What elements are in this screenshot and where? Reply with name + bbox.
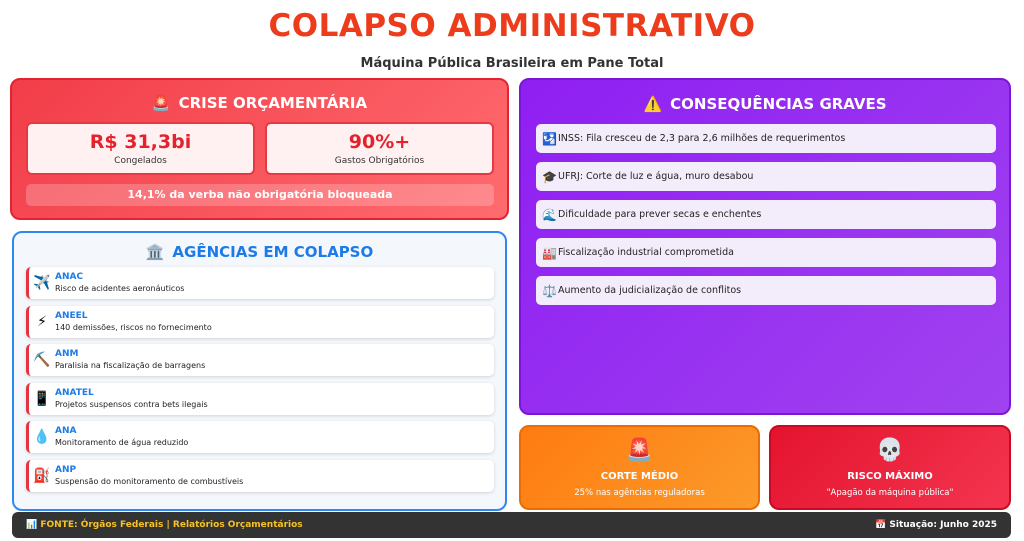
stat-value: R$ 31,3bi [89, 131, 192, 153]
agency-desc: Paralisia na fiscalização de barragens [55, 361, 206, 371]
stat-label: Gastos Obrigatórios [334, 156, 425, 166]
agency-item-anm [26, 344, 494, 376]
card-desc: 25% nas agências reguladoras [574, 488, 705, 498]
lightning-icon: ⚡ [37, 313, 47, 330]
max-risk-card [769, 425, 1011, 510]
agency-desc: Projetos suspensos contra bets ilegais [55, 399, 208, 409]
card-title: CORTE MÉDIO [600, 471, 679, 482]
stat-value: 90%+ [348, 131, 411, 153]
average-cut-card [519, 425, 760, 510]
agency-desc: 140 demissões, riscos no fornecimento [55, 322, 212, 332]
agency-item-aneel [26, 306, 494, 338]
agency-item-anp [26, 460, 494, 492]
consequence-text: Fiscalização industrial comprometida [558, 247, 734, 258]
agency-name: ANATEL [55, 387, 94, 398]
agency-item-anac [26, 267, 494, 299]
card-title: RISCO MÁXIMO [847, 471, 933, 482]
agency-desc: Suspensão do monitoramento de combustíveis [55, 476, 244, 486]
agency-name: ANP [55, 464, 77, 475]
footer-bar [12, 512, 1011, 538]
siren-icon: 🚨 [625, 438, 654, 463]
agency-name: ANAC [55, 272, 84, 282]
agency-desc: Risco de acidentes aeronáuticos [55, 284, 185, 293]
airplane-icon: ✈️ [33, 275, 51, 291]
pickaxe-icon: ⛏️ [33, 352, 51, 369]
agency-item-anatel [26, 383, 494, 415]
consequence-item [536, 162, 996, 191]
water-drop-icon: 💧 [33, 429, 51, 446]
agency-item-ana [26, 421, 494, 453]
consequence-item [536, 200, 996, 229]
bar-chart-icon: 📊 [26, 520, 38, 530]
agency-desc: Monitoramento de água reduzido [55, 438, 189, 448]
blocked-budget-banner: 14,1% da verba não obrigatória bloqueada [26, 184, 494, 206]
calendar-icon: 📅 [875, 520, 887, 530]
balance-scale-icon: ⚖️ [542, 283, 557, 298]
classical-building-icon: 🏛️ [145, 243, 165, 261]
agency-name: ANM [55, 349, 79, 360]
mobile-phone-icon: 📱 [33, 390, 51, 407]
consequences-title: CONSEQUÊNCIAS GRAVES [670, 95, 887, 113]
agencies-title: AGÊNCIAS EM COLAPSO [172, 243, 374, 261]
agencies-heading [14, 243, 505, 261]
stat-label: Congelados [114, 156, 167, 166]
consequence-item [536, 276, 996, 305]
graduation-cap-icon: 🎓 [542, 169, 557, 184]
budget-crisis-title: CRISE ORÇAMENTÁRIA [178, 94, 368, 112]
factory-icon: 🏭 [542, 245, 557, 260]
page-title: COLAPSO ADMINISTRATIVO [268, 8, 756, 44]
consequence-text: INSS: Fila cresceu de 2,3 para 2,6 milhões de requerimentos [558, 133, 846, 144]
agencies-panel [12, 231, 507, 511]
consequence-text: Dificuldade para prever secas e enchentes [558, 209, 762, 220]
budget-crisis-heading [12, 94, 507, 112]
consequence-item [536, 238, 996, 267]
siren-icon: 🚨 [151, 94, 171, 112]
consequence-text: UFRJ: Corte de luz e água, muro desabou [558, 171, 754, 182]
agency-name: ANEEL [55, 310, 88, 321]
stat-card-frozen [26, 122, 255, 175]
source-text: FONTE: Órgãos Federais | Relatórios Orçamentários [40, 520, 303, 530]
card-desc: "Apagão da máquina pública" [826, 488, 954, 498]
footer-situation [875, 520, 997, 530]
consequence-item [536, 124, 996, 153]
situation-text: Situação: Junho 2025 [889, 520, 997, 530]
water-wave-icon: 🌊 [542, 207, 557, 222]
consequences-panel [519, 78, 1011, 415]
footer-source [26, 520, 303, 530]
page-header [0, 8, 1024, 72]
warning-icon: ⚠️ [643, 95, 663, 113]
fuel-pump-icon: ⛽ [33, 467, 51, 484]
consequence-list [536, 124, 996, 314]
budget-crisis-panel [10, 78, 509, 220]
agency-name: ANA [55, 426, 77, 437]
consequences-heading [521, 95, 1009, 113]
passport-control-icon: 🛂 [542, 131, 557, 146]
agency-list [26, 267, 494, 499]
stat-card-mandatory [265, 122, 494, 175]
consequence-text: Aumento da judicialização de conflitos [558, 285, 742, 296]
page-subtitle: Máquina Pública Brasileira em Pane Total [360, 56, 664, 71]
skull-icon: 💀 [876, 438, 904, 463]
budget-stats [26, 122, 494, 175]
